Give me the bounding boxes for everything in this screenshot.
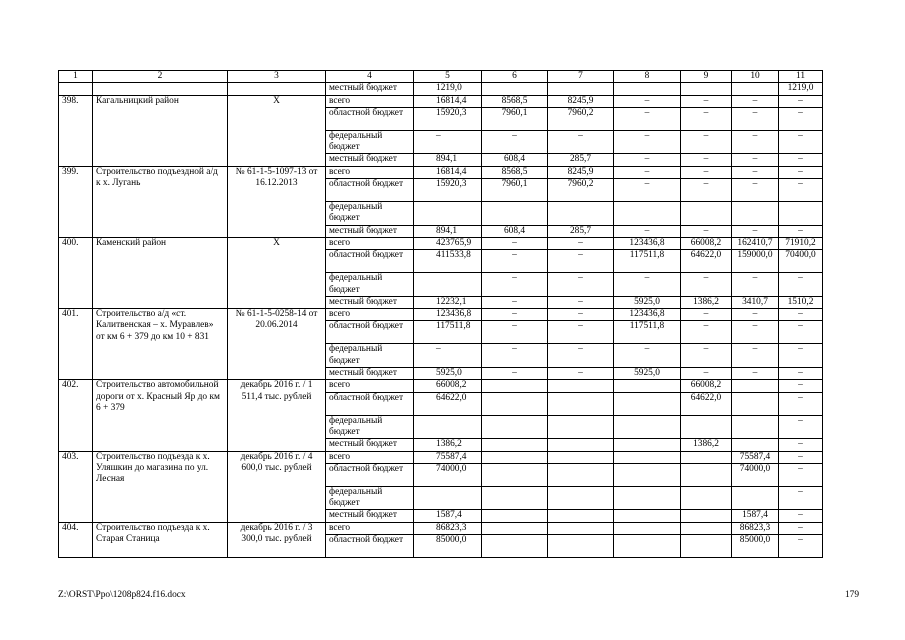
table-row	[59, 522, 823, 534]
value-cell: 1386,2	[414, 439, 482, 451]
value-cell: –	[779, 368, 823, 380]
object-name: Строительство подъезда к х. Старая Станица	[93, 522, 228, 557]
value-cell: –	[779, 225, 823, 237]
value-cell: 608,4	[482, 225, 548, 237]
header-cell: 8	[614, 71, 681, 83]
project-document: X	[228, 95, 326, 166]
value-cell	[681, 486, 732, 510]
value-cell: –	[482, 237, 548, 249]
value-cell: 411533,8	[414, 250, 482, 273]
value-cell	[548, 439, 614, 451]
value-cell: 74000,0	[414, 463, 482, 486]
project-document: декабрь 2016 г. / 4 600,0 тыс. рублей	[228, 451, 326, 522]
value-cell	[482, 439, 548, 451]
value-cell: 1386,2	[681, 296, 732, 308]
value-cell	[614, 83, 681, 95]
budget-type-cell: местный бюджет	[326, 439, 414, 451]
value-cell: 123436,8	[614, 237, 681, 249]
row-number: 398.	[59, 95, 93, 166]
value-cell: –	[732, 107, 779, 130]
value-cell	[614, 486, 681, 510]
value-cell: 117511,8	[614, 250, 681, 273]
budget-type-cell: местный бюджет	[326, 510, 414, 522]
value-cell: –	[732, 273, 779, 297]
value-cell: 86823,3	[732, 522, 779, 534]
value-cell: –	[779, 130, 823, 154]
value-cell: –	[779, 486, 823, 510]
value-cell: –	[482, 250, 548, 273]
value-cell: 64622,0	[681, 392, 732, 415]
object-name: Строительство а/д «ст. Калитвенская – х. Муравлев» от км 6 + 379 до км 10 + 831	[93, 309, 228, 380]
value-cell: 1510,2	[779, 296, 823, 308]
value-cell: 7960,2	[548, 179, 614, 202]
project-document: декабрь 2016 г. / 1 511,4 тыс. рублей	[228, 380, 326, 451]
value-cell: –	[779, 439, 823, 451]
value-cell: 423765,9	[414, 237, 482, 249]
value-cell: 1219,0	[779, 83, 823, 95]
value-cell: –	[482, 130, 548, 154]
value-cell: 85000,0	[732, 535, 779, 558]
value-cell	[732, 392, 779, 415]
value-cell	[614, 535, 681, 558]
page-number: 179	[844, 590, 859, 600]
value-cell: –	[779, 154, 823, 166]
value-cell: –	[681, 179, 732, 202]
value-cell: –	[681, 154, 732, 166]
budget-type-cell: местный бюджет	[326, 83, 414, 95]
value-cell	[681, 535, 732, 558]
value-cell: 159000,0	[732, 250, 779, 273]
value-cell: 8245,9	[548, 95, 614, 107]
value-cell: 1386,2	[681, 439, 732, 451]
value-cell: –	[614, 344, 681, 368]
value-cell	[548, 522, 614, 534]
value-cell	[548, 510, 614, 522]
value-cell: 123436,8	[414, 309, 482, 321]
table-row	[59, 83, 823, 95]
object-name: Строительство подъездной а/д к х. Лугань	[93, 166, 228, 237]
value-cell: –	[732, 154, 779, 166]
budget-type-cell: областной бюджет	[326, 392, 414, 415]
value-cell: –	[681, 309, 732, 321]
value-cell: –	[732, 130, 779, 154]
value-cell: –	[779, 179, 823, 202]
value-cell: –	[614, 107, 681, 130]
value-cell	[614, 415, 681, 439]
value-cell: 71910,2	[779, 237, 823, 249]
value-cell: –	[779, 451, 823, 463]
value-cell: –	[681, 225, 732, 237]
value-cell	[548, 451, 614, 463]
value-cell	[732, 380, 779, 392]
budget-table	[58, 70, 823, 558]
value-cell: 75587,4	[414, 451, 482, 463]
value-cell	[482, 486, 548, 510]
value-cell: 285,7	[548, 225, 614, 237]
value-cell: 66008,2	[681, 237, 732, 249]
header-cell: 7	[548, 71, 614, 83]
value-cell: –	[779, 535, 823, 558]
value-cell: –	[548, 368, 614, 380]
value-cell: –	[614, 273, 681, 297]
value-cell: 1219,0	[414, 83, 482, 95]
name-cell	[93, 83, 228, 95]
budget-type-cell: всего	[326, 237, 414, 249]
project-document: № 61-1-5-0258-14 от 20.06.2014	[228, 309, 326, 380]
table-row	[59, 95, 823, 107]
value-cell: 7960,1	[482, 179, 548, 202]
value-cell	[614, 451, 681, 463]
value-cell: –	[482, 296, 548, 308]
table-row	[59, 451, 823, 463]
value-cell: –	[681, 166, 732, 178]
value-cell: –	[614, 130, 681, 154]
table-row	[59, 166, 823, 178]
value-cell	[482, 202, 548, 226]
value-cell: –	[548, 250, 614, 273]
header-cell: 9	[681, 71, 732, 83]
budget-type-cell: местный бюджет	[326, 296, 414, 308]
project-document: декабрь 2016 г. / 3 300,0 тыс. рублей	[228, 522, 326, 557]
object-name: Кагальницкий район	[93, 95, 228, 166]
value-cell: –	[779, 166, 823, 178]
object-name: Строительство автомобильной дороги от х. Красный Яр до км 6 + 379	[93, 380, 228, 451]
budget-type-cell: федеральный бюджет	[326, 415, 414, 439]
value-cell: 162410,7	[732, 237, 779, 249]
value-cell: 66008,2	[414, 380, 482, 392]
value-cell: –	[779, 273, 823, 297]
object-name: Строительство подъезда к х. Уляшкин до магазина по ул. Лесная	[93, 451, 228, 522]
row-number: 404.	[59, 522, 93, 557]
value-cell: 70400,0	[779, 250, 823, 273]
budget-type-cell: местный бюджет	[326, 154, 414, 166]
value-cell: –	[482, 344, 548, 368]
value-cell	[732, 439, 779, 451]
budget-type-cell: всего	[326, 380, 414, 392]
budget-type-cell: местный бюджет	[326, 368, 414, 380]
value-cell	[548, 486, 614, 510]
value-cell	[414, 202, 482, 226]
table-row	[59, 237, 823, 249]
value-cell: 7960,1	[482, 107, 548, 130]
value-cell: –	[779, 309, 823, 321]
value-cell: 64622,0	[414, 392, 482, 415]
value-cell: –	[681, 107, 732, 130]
value-cell: –	[779, 415, 823, 439]
value-cell: –	[779, 392, 823, 415]
value-cell: –	[779, 107, 823, 130]
value-cell: 285,7	[548, 154, 614, 166]
value-cell: 894,1	[414, 154, 482, 166]
budget-type-cell: местный бюджет	[326, 225, 414, 237]
budget-type-cell: федеральный бюджет	[326, 202, 414, 226]
value-cell	[482, 535, 548, 558]
header-cell: 6	[482, 71, 548, 83]
value-cell	[732, 415, 779, 439]
value-cell	[614, 510, 681, 522]
value-cell: –	[732, 309, 779, 321]
budget-type-cell: федеральный бюджет	[326, 130, 414, 154]
value-cell	[614, 439, 681, 451]
value-cell: –	[732, 321, 779, 344]
table-row	[59, 380, 823, 392]
value-cell	[681, 463, 732, 486]
budget-type-cell: областной бюджет	[326, 463, 414, 486]
value-cell	[614, 392, 681, 415]
budget-type-cell: областной бюджет	[326, 107, 414, 130]
value-cell	[732, 486, 779, 510]
value-cell: –	[548, 309, 614, 321]
row-number: 401.	[59, 309, 93, 380]
project-document: № 61-1-5-1097-13 от 16.12.2013	[228, 166, 326, 237]
value-cell: –	[779, 463, 823, 486]
value-cell	[779, 202, 823, 226]
value-cell: –	[732, 95, 779, 107]
row-number: 399.	[59, 166, 93, 237]
value-cell	[681, 415, 732, 439]
value-cell: –	[548, 344, 614, 368]
value-cell: 12232,1	[414, 296, 482, 308]
value-cell: –	[681, 321, 732, 344]
table-row	[59, 309, 823, 321]
value-cell: –	[614, 154, 681, 166]
value-cell: 123436,8	[614, 309, 681, 321]
header-cell: 2	[93, 71, 228, 83]
value-cell: –	[614, 225, 681, 237]
value-cell: 64622,0	[681, 250, 732, 273]
header-cell: 4	[326, 71, 414, 83]
value-cell: 894,1	[414, 225, 482, 237]
value-cell: –	[614, 166, 681, 178]
value-cell	[482, 380, 548, 392]
value-cell	[681, 451, 732, 463]
row-number: 400.	[59, 237, 93, 308]
value-cell: 1587,4	[414, 510, 482, 522]
value-cell	[482, 415, 548, 439]
value-cell: 8568,5	[482, 166, 548, 178]
object-name: Каменский район	[93, 237, 228, 308]
value-cell: –	[779, 95, 823, 107]
value-cell: 75587,4	[732, 451, 779, 463]
value-cell: –	[779, 510, 823, 522]
value-cell: –	[548, 321, 614, 344]
value-cell	[548, 83, 614, 95]
value-cell: 15920,3	[414, 179, 482, 202]
value-cell: 66008,2	[681, 380, 732, 392]
budget-type-cell: всего	[326, 95, 414, 107]
budget-type-cell: всего	[326, 522, 414, 534]
value-cell: 8245,9	[548, 166, 614, 178]
table-body	[59, 71, 823, 558]
budget-type-cell: всего	[326, 166, 414, 178]
value-cell	[548, 535, 614, 558]
value-cell: 117511,8	[614, 321, 681, 344]
value-cell: –	[482, 321, 548, 344]
header-row	[59, 71, 823, 83]
value-cell	[414, 415, 482, 439]
value-cell: 74000,0	[732, 463, 779, 486]
value-cell: –	[779, 380, 823, 392]
value-cell: –	[681, 130, 732, 154]
value-cell: –	[681, 344, 732, 368]
value-cell: –	[482, 309, 548, 321]
value-cell: –	[681, 368, 732, 380]
value-cell: –	[482, 368, 548, 380]
budget-type-cell: областной бюджет	[326, 250, 414, 273]
value-cell: –	[779, 344, 823, 368]
budget-type-cell: всего	[326, 451, 414, 463]
value-cell: –	[732, 344, 779, 368]
value-cell: 85000,0	[414, 535, 482, 558]
value-cell	[548, 380, 614, 392]
value-cell	[681, 510, 732, 522]
project-document: X	[228, 237, 326, 308]
value-cell: –	[732, 225, 779, 237]
budget-type-cell: областной бюджет	[326, 179, 414, 202]
header-cell: 10	[732, 71, 779, 83]
value-cell	[614, 463, 681, 486]
header-cell: 3	[228, 71, 326, 83]
value-cell: 1587,4	[732, 510, 779, 522]
budget-type-cell: федеральный бюджет	[326, 486, 414, 510]
value-cell: 15920,3	[414, 107, 482, 130]
value-cell	[681, 522, 732, 534]
value-cell	[681, 83, 732, 95]
value-cell	[681, 202, 732, 226]
value-cell	[548, 202, 614, 226]
value-cell: –	[732, 368, 779, 380]
value-cell: –	[414, 344, 482, 368]
value-cell	[548, 392, 614, 415]
value-cell: 608,4	[482, 154, 548, 166]
value-cell: –	[779, 321, 823, 344]
value-cell: –	[414, 130, 482, 154]
budget-type-cell: федеральный бюджет	[326, 344, 414, 368]
value-cell: 7960,2	[548, 107, 614, 130]
value-cell	[482, 392, 548, 415]
value-cell	[614, 522, 681, 534]
value-cell	[732, 83, 779, 95]
value-cell	[482, 83, 548, 95]
value-cell	[482, 463, 548, 486]
value-cell: –	[614, 179, 681, 202]
row-number: 403.	[59, 451, 93, 522]
value-cell	[482, 510, 548, 522]
row-number: 402.	[59, 380, 93, 451]
value-cell: –	[548, 296, 614, 308]
value-cell: 16814,4	[414, 166, 482, 178]
value-cell: 5925,0	[614, 296, 681, 308]
num-cell	[59, 83, 93, 95]
doc-cell	[228, 83, 326, 95]
header-cell: 11	[779, 71, 823, 83]
value-cell: 8568,5	[482, 95, 548, 107]
file-path: Z:\ORST\Ppo\1208p824.f16.docx	[58, 590, 186, 600]
value-cell	[414, 486, 482, 510]
value-cell	[548, 415, 614, 439]
value-cell: –	[548, 237, 614, 249]
value-cell: 5925,0	[614, 368, 681, 380]
value-cell: –	[482, 273, 548, 297]
value-cell	[548, 463, 614, 486]
value-cell: 86823,3	[414, 522, 482, 534]
value-cell: –	[681, 273, 732, 297]
value-cell: –	[681, 95, 732, 107]
value-cell: –	[732, 179, 779, 202]
value-cell	[732, 202, 779, 226]
value-cell: –	[732, 166, 779, 178]
value-cell: 16814,4	[414, 95, 482, 107]
value-cell	[414, 273, 482, 297]
value-cell	[482, 522, 548, 534]
value-cell: 3410,7	[732, 296, 779, 308]
budget-type-cell: областной бюджет	[326, 535, 414, 558]
value-cell: 5925,0	[414, 368, 482, 380]
value-cell	[614, 380, 681, 392]
header-cell: 1	[59, 71, 93, 83]
budget-type-cell: федеральный бюджет	[326, 273, 414, 297]
value-cell: –	[548, 130, 614, 154]
value-cell	[482, 451, 548, 463]
header-cell: 5	[414, 71, 482, 83]
value-cell: 117511,8	[414, 321, 482, 344]
value-cell	[614, 202, 681, 226]
value-cell: –	[779, 522, 823, 534]
budget-type-cell: областной бюджет	[326, 321, 414, 344]
value-cell: –	[614, 95, 681, 107]
budget-type-cell: всего	[326, 309, 414, 321]
value-cell: –	[548, 273, 614, 297]
